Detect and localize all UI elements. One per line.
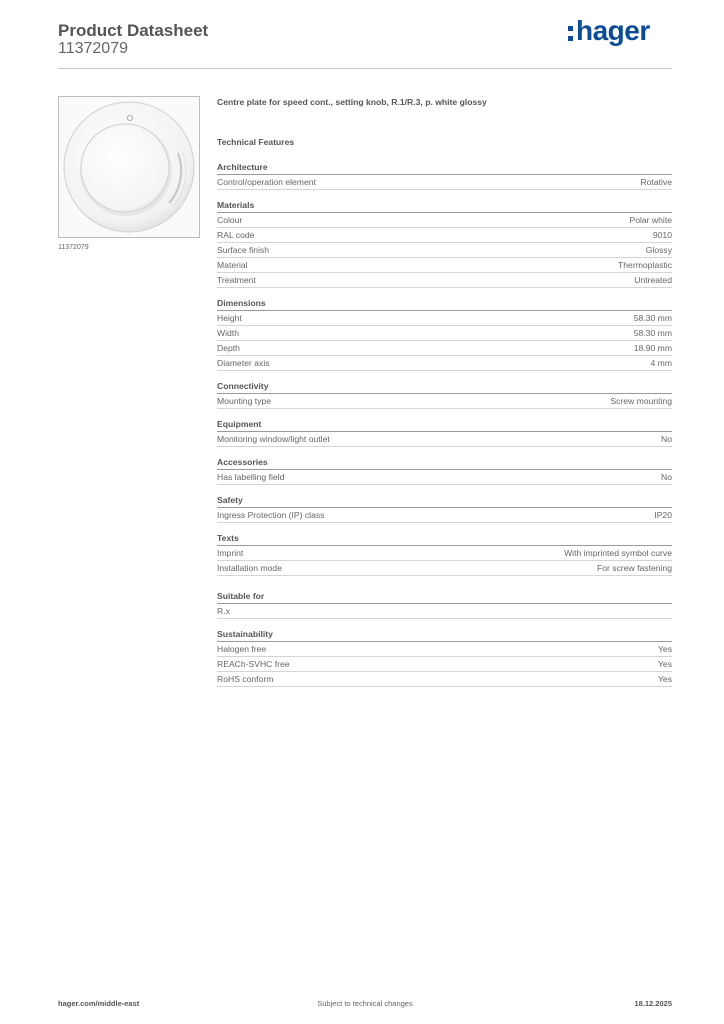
header-divider <box>58 68 672 69</box>
logo-wordmark: hager <box>576 15 650 46</box>
section-title: Sustainability <box>217 628 672 642</box>
feature-value: No <box>661 434 672 444</box>
section-title: Texts <box>217 532 672 546</box>
feature-row <box>217 273 672 288</box>
product-image <box>58 96 200 238</box>
feature-key: Halogen free <box>217 644 267 654</box>
setting-knob-illustration <box>59 97 199 237</box>
feature-value: Screw mounting <box>610 396 672 406</box>
feature-row <box>217 258 672 273</box>
feature-row <box>217 470 672 485</box>
feature-row <box>217 175 672 190</box>
product-description: Centre plate for speed cont., setting knob, R.1/R.3, p. white glossy <box>217 97 487 107</box>
feature-value: 4 mm <box>650 358 672 368</box>
section-title: Architecture <box>217 161 672 175</box>
datasheet-content <box>217 95 672 696</box>
section-title: Equipment <box>217 418 672 432</box>
feature-value: Thermoplastic <box>618 260 672 270</box>
technical-features-heading: Technical Features <box>217 137 295 147</box>
feature-key: Colour <box>217 215 243 225</box>
feature-value: Yes <box>657 644 672 654</box>
feature-row <box>217 432 672 447</box>
footer <box>58 998 672 1010</box>
feature-row <box>217 561 672 576</box>
feature-row <box>217 228 672 243</box>
section-materials <box>217 199 672 288</box>
section-title: Suitable for <box>217 590 672 604</box>
feature-row <box>217 546 672 561</box>
feature-value: 9010 <box>652 230 672 240</box>
feature-key: Monitoring window/light outlet <box>217 434 330 444</box>
section-suitable-for <box>217 590 672 619</box>
feature-value: No <box>661 472 672 482</box>
feature-row <box>217 642 672 657</box>
feature-key: Imprint <box>217 548 244 558</box>
feature-row <box>217 672 672 687</box>
feature-key: Surface finish <box>217 245 270 255</box>
feature-key: RAL code <box>217 230 255 240</box>
section-title: Accessories <box>217 456 672 470</box>
feature-key: R.x <box>217 606 230 616</box>
feature-key: Ingress Protection (IP) class <box>217 510 325 520</box>
feature-value: Yes <box>657 674 672 684</box>
feature-value: Untreated <box>634 275 672 285</box>
logo-dots <box>568 26 573 41</box>
section-safety <box>217 494 672 523</box>
feature-value: With imprinted symbol curve <box>564 548 672 558</box>
product-number: 11372079 <box>58 40 128 57</box>
feature-key: Diameter axis <box>217 358 270 368</box>
section-title: Safety <box>217 494 672 508</box>
feature-value: Polar white <box>629 215 672 225</box>
footer-date: 18.12.2025 <box>634 999 672 1008</box>
feature-key: Installation mode <box>217 563 282 573</box>
feature-value: Glossy <box>645 245 672 255</box>
feature-key: Depth <box>217 343 240 353</box>
feature-row <box>217 508 672 523</box>
feature-key: Has labelling field <box>217 472 285 482</box>
feature-row <box>217 394 672 409</box>
section-title: Materials <box>217 199 672 213</box>
footer-note: Subject to technical changes <box>317 999 413 1008</box>
feature-key: Treatment <box>217 275 256 285</box>
footer-website: hager.com/middle-east <box>58 999 140 1008</box>
feature-row <box>217 311 672 326</box>
section-title: Connectivity <box>217 380 672 394</box>
section-title: Dimensions <box>217 297 672 311</box>
section-texts <box>217 532 672 576</box>
section-connectivity <box>217 380 672 409</box>
feature-row <box>217 341 672 356</box>
page-title: Product Datasheet <box>58 21 209 40</box>
feature-row <box>217 604 672 619</box>
section-accessories <box>217 456 672 485</box>
feature-row <box>217 213 672 228</box>
feature-key: Mounting type <box>217 396 271 406</box>
section-sustainability <box>217 628 672 687</box>
feature-key: Height <box>217 313 242 323</box>
feature-key: Control/operation element <box>217 177 316 187</box>
hager-logo <box>568 14 650 48</box>
section-architecture <box>217 161 672 190</box>
feature-value: 18.90 mm <box>633 343 672 353</box>
feature-value: Rotative <box>640 177 672 187</box>
feature-row <box>217 326 672 341</box>
feature-value: 58.30 mm <box>633 313 672 323</box>
feature-value: Yes <box>657 659 672 669</box>
feature-value: 58.30 mm <box>633 328 672 338</box>
feature-row <box>217 657 672 672</box>
feature-key: RoHS conform <box>217 674 274 684</box>
image-caption: 11372079 <box>58 244 89 251</box>
feature-value: IP20 <box>654 510 672 520</box>
section-equipment <box>217 418 672 447</box>
feature-key: Width <box>217 328 239 338</box>
feature-key: REACh-SVHC free <box>217 659 290 669</box>
section-dimensions <box>217 297 672 371</box>
feature-sections <box>217 161 672 687</box>
feature-key: Material <box>217 260 248 270</box>
feature-row <box>217 356 672 371</box>
feature-value: For screw fastening <box>597 563 672 573</box>
feature-row <box>217 243 672 258</box>
